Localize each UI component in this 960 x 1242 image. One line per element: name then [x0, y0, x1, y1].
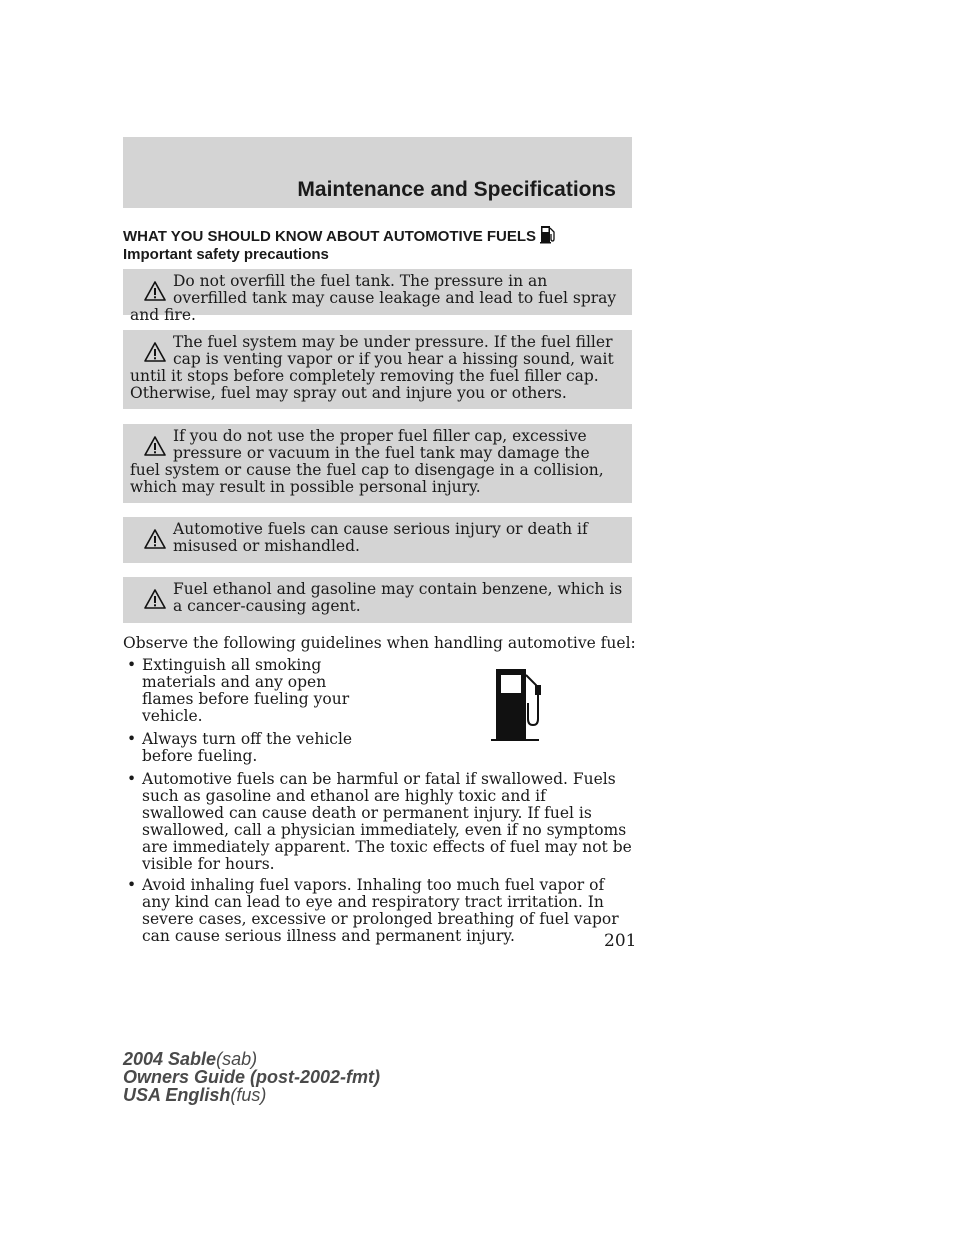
- warning-triangle-icon: [130, 581, 173, 615]
- warning-box: [123, 577, 632, 623]
- warning-text: Fuel ethanol and gasoline may contain benzene, which is a cancer-causing agent.: [173, 580, 623, 615]
- list-item-text: Always turn off the vehicle before fueling.: [142, 730, 353, 765]
- fuel-pump-icon: [539, 223, 557, 249]
- warning-box: [123, 424, 632, 503]
- footer-line-1: 2004 Sable(sab): [123, 1049, 258, 1069]
- warning-triangle-icon: [130, 273, 173, 307]
- warning-triangle-icon: [130, 428, 173, 462]
- bullet-dot: •: [127, 770, 137, 788]
- list-item: [123, 657, 382, 725]
- page-number: 201: [604, 931, 637, 951]
- footer: [123, 1050, 380, 1104]
- bullet-list: [123, 657, 632, 945]
- bullet-dot: •: [127, 730, 137, 748]
- list-item-text: Automotive fuels can be harmful or fatal if swallowed. Fuels such as gasoline and ethanol are highly toxic and if swallowed can cause death or permanent injury. If fuel is swallowed, call a physician immediately, even if no symptoms are immediately apparent. The toxic effects of fuel may not be visible for hours.: [142, 770, 632, 873]
- list-item: [123, 731, 382, 765]
- warning-box: [123, 517, 632, 563]
- warning-text: Automotive fuels can cause serious injury or death if misused or mishandled.: [173, 520, 588, 555]
- list-item: [123, 771, 632, 873]
- fuel-pump-icon: [490, 663, 554, 747]
- warning-box: [123, 330, 632, 409]
- warning-text: Do not overfill the fuel tank. The pressure in an overfilled tank may cause leakage and lead to fuel spray and fire.: [130, 272, 617, 324]
- warning-box: [123, 269, 632, 324]
- warning-triangle-icon: [130, 521, 173, 555]
- bullet-dot: •: [127, 876, 137, 894]
- sub-heading: Important safety precautions: [123, 246, 329, 263]
- footer-line-2: Owners Guide (post-2002-fmt): [123, 1067, 381, 1087]
- bullet-dot: •: [127, 656, 137, 674]
- warning-text: If you do not use the proper fuel filler cap, excessive pressure or vacuum in the fuel tank may damage the fuel system or cause the fuel cap to disengage in a collision, which may result in possible personal injury.: [130, 427, 604, 496]
- warning-text: The fuel system may be under pressure. If the fuel filler cap is venting vapor or if you hear a hissing sound, wait until it stops before completely removing the fuel filler cap. Otherwise, fuel may spray out and injure you or others.: [130, 333, 614, 402]
- header-band: [123, 137, 632, 208]
- warning-triangle-icon: [130, 334, 173, 368]
- list-item-text: Avoid inhaling fuel vapors. Inhaling too much fuel vapor of any kind can lead to eye and respiratory tract irritation. In severe cases, excessive or prolonged breathing of fuel vapor can cause serious illness and permanent injury.: [142, 876, 619, 945]
- list-item-text: Extinguish all smoking materials and any open flames before fueling your vehicle.: [142, 656, 350, 725]
- list-item: [123, 877, 632, 945]
- page-section-title: Maintenance and Specifications: [297, 178, 616, 201]
- footer-line-3: USA English(fus): [123, 1085, 267, 1105]
- intro-text: Observe the following guidelines when handling automotive fuel:: [123, 634, 636, 652]
- section-heading-text: WHAT YOU SHOULD KNOW ABOUT AUTOMOTIVE FUELS: [123, 227, 537, 245]
